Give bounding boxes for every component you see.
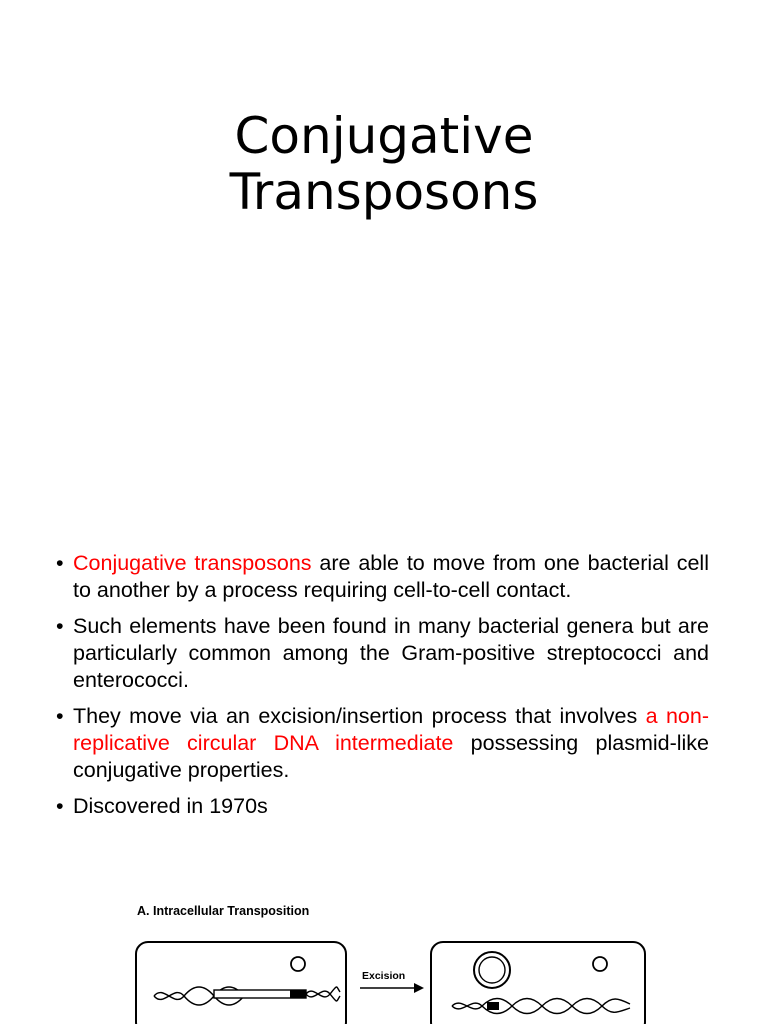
figure-title: A. Intracellular Transposition: [137, 904, 310, 918]
bullet-item-4: [56, 793, 709, 820]
bullet-text: Discovered in 1970s: [73, 794, 268, 818]
bullet-item-3: [56, 703, 709, 784]
bullet-list: [56, 550, 709, 829]
highlight-term: Conjugative transposons: [73, 551, 312, 575]
chromosome-strand: [452, 999, 630, 1014]
circular-intermediate-inner: [479, 957, 505, 983]
slide-title-line1: Conjugative: [234, 107, 534, 165]
bullet-text-post: possessing plasmid-like conjugative properties.: [73, 731, 710, 782]
bullet-item-1: [56, 550, 709, 604]
excision-label: Excision: [362, 970, 406, 982]
bullet-text: Such elements have been found in many bacterial genera but are particularly common among the Gram-positive streptococci and enterococci.: [73, 614, 709, 692]
arrow-head-icon: [414, 983, 424, 993]
bullet-item-2: [56, 613, 709, 694]
insertion-site: [487, 1002, 499, 1010]
plasmid-icon: [291, 957, 305, 971]
plasmid-icon: [593, 957, 607, 971]
figure-drawing: [130, 900, 650, 1024]
slide-title: [0, 108, 768, 220]
transposition-figure: [130, 900, 650, 1024]
chromosome-strand: [452, 999, 630, 1014]
bullet-text: are able to move from one bacterial cell to another by a process requiring cell-to-cell contact.: [73, 551, 709, 602]
slide-title-line2: Transposons: [229, 163, 539, 221]
bullet-text-pre: They move via an excision/insertion process that involves: [73, 704, 646, 728]
bacterial-cell-left: [136, 942, 346, 1024]
highlight-term: a non-replicative circular DNA intermediate: [73, 704, 709, 755]
transposon-end: [290, 990, 306, 998]
